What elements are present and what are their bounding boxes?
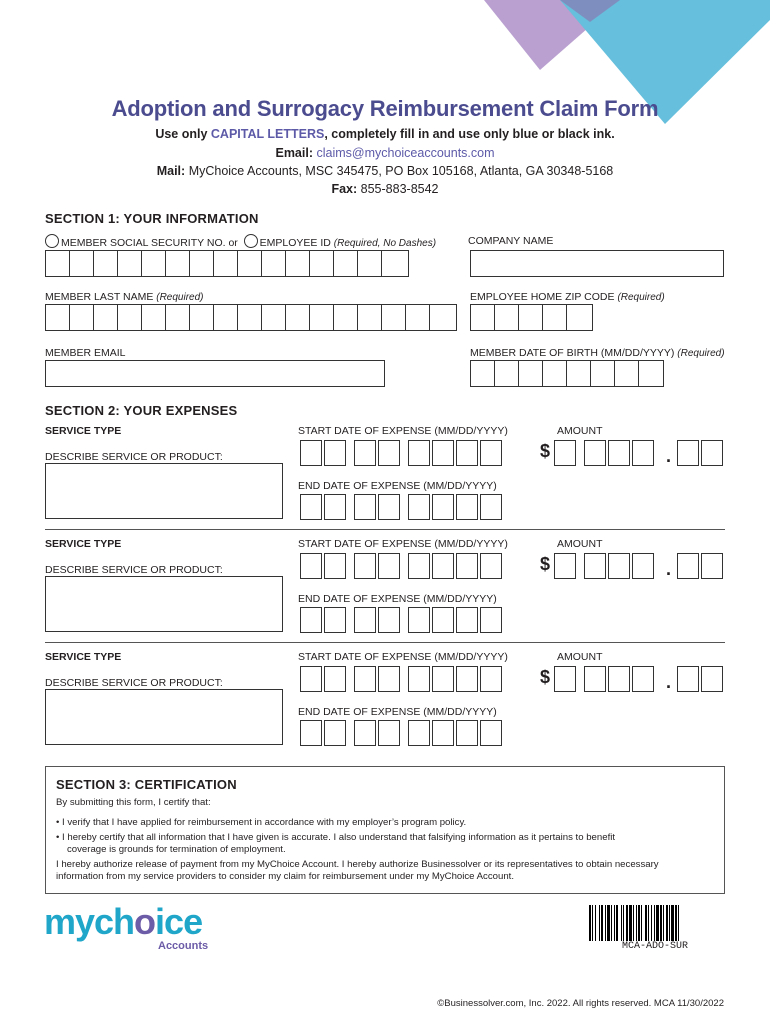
- company-name-field[interactable]: [470, 250, 724, 277]
- email-line: Email: claims@mychoiceaccounts.com: [275, 146, 495, 160]
- dollar-sign: $: [540, 667, 551, 687]
- describe-service-field[interactable]: [45, 576, 283, 632]
- service-type-label: SERVICE TYPE: [45, 425, 122, 437]
- service-type-label: SERVICE TYPE: [45, 538, 122, 550]
- end-date-boxes[interactable]: [300, 494, 504, 520]
- describe-service-field[interactable]: [45, 689, 283, 745]
- amount-boxes[interactable]: [554, 666, 656, 692]
- end-date-label: END DATE OF EXPENSE (MM/DD/YYYY): [298, 706, 497, 718]
- mychoice-logo: mychoice Accounts: [44, 901, 209, 952]
- section2-heading: SECTION 2: YOUR EXPENSES: [45, 403, 238, 418]
- dollar-sign: $: [540, 441, 551, 461]
- section3-heading: SECTION 3: CERTIFICATION: [56, 777, 237, 792]
- amount-label: AMOUNT: [557, 651, 603, 663]
- end-date-label: END DATE OF EXPENSE (MM/DD/YYYY): [298, 480, 497, 492]
- zip-label: EMPLOYEE HOME ZIP CODE (Required): [470, 291, 665, 303]
- start-date-boxes[interactable]: [300, 440, 504, 466]
- ssn-radio[interactable]: [45, 234, 59, 248]
- start-date-label: START DATE OF EXPENSE (MM/DD/YYYY): [298, 538, 508, 550]
- start-date-boxes[interactable]: [300, 666, 504, 692]
- describe-service-field[interactable]: [45, 463, 283, 519]
- expense-divider: [45, 529, 725, 530]
- mail-line: Mail: MyChoice Accounts, MSC 345475, PO Box 105168, Atlanta, GA 30348-5168: [156, 164, 614, 178]
- barcode-graphic: [589, 905, 721, 941]
- id-number-boxes[interactable]: [45, 250, 409, 277]
- last-name-label: MEMBER LAST NAME (Required): [45, 291, 204, 303]
- cert-bullet-1: • I verify that I have applied for reimbursement in accordance with my employer’s program policy.: [56, 817, 467, 828]
- cents-boxes[interactable]: [677, 440, 725, 466]
- form-title: Adoption and Surrogacy Reimbursement Claim Form: [111, 96, 659, 121]
- start-date-label: START DATE OF EXPENSE (MM/DD/YYYY): [298, 425, 508, 437]
- describe-label: DESCRIBE SERVICE OR PRODUCT:: [45, 451, 223, 463]
- member-email-label: MEMBER EMAIL: [45, 347, 126, 359]
- cert-intro: By submitting this form, I certify that:: [56, 797, 211, 808]
- employee-id-radio[interactable]: [244, 234, 258, 248]
- cents-boxes[interactable]: [677, 666, 725, 692]
- company-name-label: COMPANY NAME: [468, 235, 554, 247]
- start-date-boxes[interactable]: [300, 553, 504, 579]
- id-type-label: MEMBER SOCIAL SECURITY NO. or EMPLOYEE ID (Required, No Dashes): [45, 234, 436, 249]
- decimal-point: .: [666, 559, 672, 579]
- decimal-point: .: [666, 446, 672, 466]
- certification-box: [45, 766, 725, 894]
- decimal-point: .: [666, 672, 672, 692]
- instructions-line: Use only CAPITAL LETTERS, completely fill in and use only blue or black ink.: [155, 127, 615, 141]
- describe-label: DESCRIBE SERVICE OR PRODUCT:: [45, 677, 223, 689]
- cert-authorization-2: information from my service providers to consider my claim for reimbursement under my MyChoice Account.: [56, 871, 514, 882]
- amount-label: AMOUNT: [557, 425, 603, 437]
- end-date-label: END DATE OF EXPENSE (MM/DD/YYYY): [298, 593, 497, 605]
- describe-label: DESCRIBE SERVICE OR PRODUCT:: [45, 564, 223, 576]
- cert-bullet-2: • I hereby certify that all information that I have given is accurate. I also understand that falsifying information as it pertains to benefit: [56, 832, 616, 843]
- cert-bullet-2-cont: coverage is grounds for termination of employment.: [67, 844, 286, 855]
- fax-line: Fax: 855-883-8542: [331, 182, 439, 196]
- amount-boxes[interactable]: [554, 440, 656, 466]
- amount-label: AMOUNT: [557, 538, 603, 550]
- dob-boxes[interactable]: [470, 360, 664, 387]
- amount-boxes[interactable]: [554, 553, 656, 579]
- zip-code-boxes[interactable]: [470, 304, 593, 331]
- expense-divider: [45, 642, 725, 643]
- end-date-boxes[interactable]: [300, 720, 504, 746]
- dob-label: MEMBER DATE OF BIRTH (MM/DD/YYYY) (Required): [470, 347, 725, 359]
- member-email-field[interactable]: [45, 360, 385, 387]
- barcode-text: MCA-ADO-SUR: [621, 941, 688, 952]
- cents-boxes[interactable]: [677, 553, 725, 579]
- copyright-footer: ©Businessolver.com, Inc. 2022. All rights reserved. MCA 11/30/2022: [437, 998, 724, 1009]
- cert-authorization-1: I hereby authorize release of payment from my MyChoice Account. I hereby authorize Businessolver or its representatives to obtain necessary: [56, 859, 659, 870]
- claims-email-link[interactable]: claims@mychoiceaccounts.com: [316, 146, 495, 160]
- last-name-boxes[interactable]: [45, 304, 457, 331]
- end-date-boxes[interactable]: [300, 607, 504, 633]
- service-type-label: SERVICE TYPE: [45, 651, 122, 663]
- start-date-label: START DATE OF EXPENSE (MM/DD/YYYY): [298, 651, 508, 663]
- dollar-sign: $: [540, 554, 551, 574]
- section1-heading: SECTION 1: YOUR INFORMATION: [45, 211, 259, 226]
